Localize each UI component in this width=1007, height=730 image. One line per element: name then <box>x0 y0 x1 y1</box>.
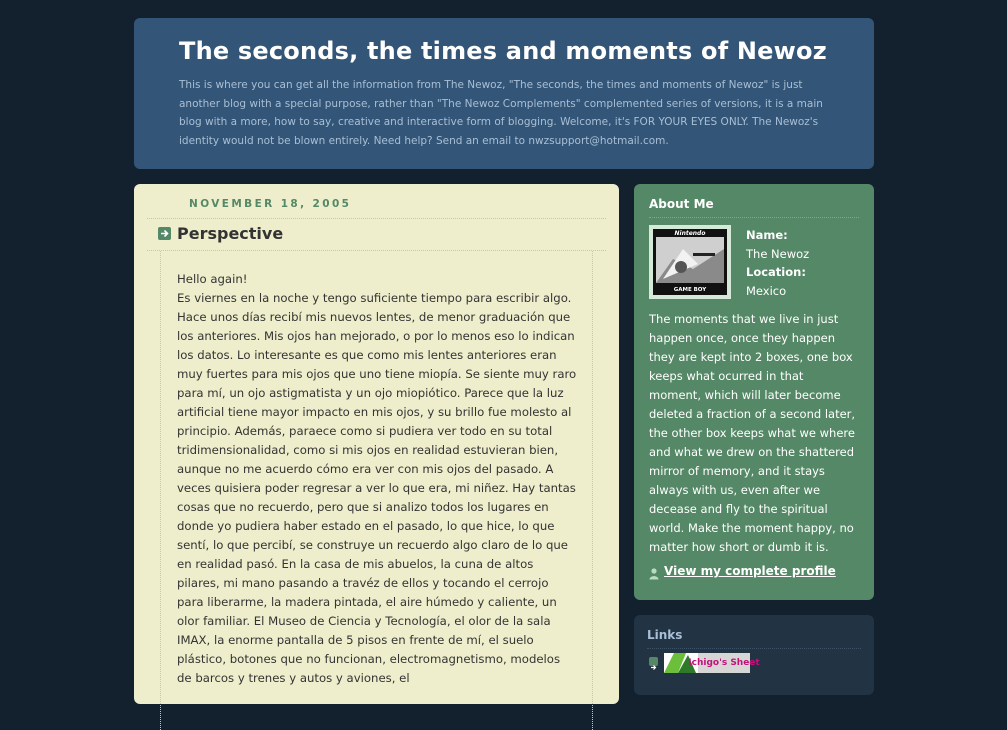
links-sidebar <box>634 615 874 695</box>
post-body-container <box>160 251 593 730</box>
about-me-text: The moments that we live in just happen once, once they happen they are kept into 2 boxes, one box keeps what ocurred in that moment, which will later become deleted a fraction of a second later, the other box keeps what we where and what we drew on the shattered mirror of memory, and it stays always with us, even after we decease and fly to the spiritual world. Make the moment happy, no matter how short or dumb it is. <box>649 312 856 554</box>
name-label: Name: <box>746 228 788 242</box>
post-greeting: Hello again! <box>177 272 248 286</box>
gameboy-logo-text: GAME BOY <box>673 287 707 293</box>
person-icon <box>649 565 659 584</box>
gameboy-image <box>653 229 727 295</box>
arrow-right-icon <box>649 657 658 666</box>
profile-info <box>746 226 809 301</box>
blog-title[interactable]: The seconds, the times and moments of Newoz <box>179 37 827 65</box>
location-value: Mexico <box>746 284 787 299</box>
post-text: Es viernes en la noche y tengo suficiente tiempo para escribir algo. Hace unos días recibí mis nuevos lentes, de menor graduación que los anteriores. Mis ojos han mejorado, o por lo menos eso lo indican los datos. Lo interesante es que como mis lentes anteriores eran muy fuertes para mis ojos que uno tiene miopía. Se siente muy raro para mí, un ojo astigmatista y un ojo miopiótico. Parece que la luz artificial tiene mayor impacto en mis ojos, y su brillo fue molesto al principio. Además, paraece como si pudiera ver todo en su total tridimensionalidad, como si mis ojos en realidad estuvieran bien, aunque no me acuerdo cómo era ver con mis ojos del pasado. A veces quisiera poder regresar a ver lo que era, mi niñez. Hay tantas cosas que no recuerdo, pero que si analizo todos los lugares en donde yo pudiera haber estado en el pasado, lo que hice, lo que sentí, lo que percibí, se construye un recuerdo algo claro de lo que en realidad pasó. En la casa de mis abuelos, la cuna de altos pilares, mi mano pasando a travéz de ellos y tocando el cerrojo para liberarme, la madera pintada, el aire húmedo y caliente, un olor familiar. El Museo de Ciencia y Tecnología, el olor de la sala IMAX, la enorme pantalla de 5 pisos en frente de mí, el suelo plástico, botones que no funcionan, electromagnetismo, modelos de barcos y trenes y autos y aviones, el <box>177 291 577 685</box>
post-body <box>177 270 577 688</box>
about-me-heading: About Me <box>649 196 859 218</box>
profile-row <box>649 225 859 310</box>
profile-link-row <box>649 563 859 583</box>
main-column <box>134 184 619 704</box>
location-label: Location: <box>746 265 806 280</box>
post-title-bar <box>147 218 606 251</box>
links-heading: Links <box>647 627 861 649</box>
nintendo-logo-text: Nintendo <box>674 230 706 237</box>
blog-header <box>134 18 874 169</box>
profile-photo[interactable] <box>649 225 731 299</box>
view-profile-link[interactable]: View my complete profile <box>664 564 836 578</box>
link-banner-image[interactable] <box>664 653 760 673</box>
arrow-right-icon <box>158 227 171 240</box>
name-value: The Newoz <box>746 246 810 261</box>
about-me-sidebar <box>634 184 874 600</box>
blog-description: This is where you can get all the information from The Newoz, "The seconds, the times and moments of Newoz" is just another blog with a special purpose, rather than "The Newoz Complements" complemented series of versions, it is a main blog with a more, how to say, creative and interactive form of blogging. Welcome, it's FOR YOUR EYES ONLY. The Newoz's identity would not be blown entirely. Need help? Send an email to nwzsupport@hotmail.com. <box>179 79 823 147</box>
post-date: NOVEMBER 18, 2005 <box>189 198 352 210</box>
post-title[interactable]: Perspective <box>177 224 284 243</box>
link-banner-text: Ichigo's Sheet <box>688 658 760 668</box>
link-item[interactable] <box>647 653 861 675</box>
